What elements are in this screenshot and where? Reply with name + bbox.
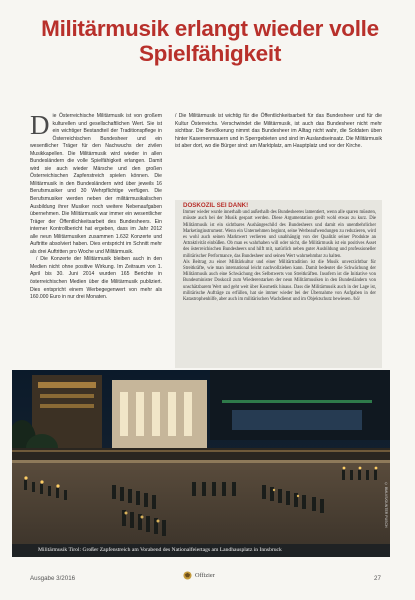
drop-cap: D [30, 110, 50, 140]
article-paragraph: / Die Militärmusik ist wichtig für die Öffentlichkeitsarbeit für das Bundesheer und für die Kultur Österreichs. Verschwindet die Militärmusik, ist auch das Bundesheer nicht mehr sichtbar. Die Bevölkerung nimmt das Bundesheer im Alltag nicht wahr, die Soldaten üben hinter Kasernenmauern und in Sperrgebieten und sind im Auslandseinsatz. Die Militärmusik ist aber dort, wo die Bürger sind: am Marktplatz, am Hauptplatz und vor der Kirche. [175, 113, 382, 150]
parade-photo-illustration [12, 370, 390, 557]
sidebar-title: DOSKOZIL SEI DANK! [183, 202, 249, 209]
sidebar-paragraph: Als Beitrag zu einer Militärkultur und einer Militärtradition ist die Musik unverzichtbar für Streitkräfte, wie man international leicht nachvollziehen kann. Damit bedeutet die Schwächung der Militärmusik auch eine Schwächung des Selbstwerts von Streitkräften. Insofern ist die Initiative von Bundesminister Doskozil zum Wiedererstarken der neun Militärmusiken in den Bundesländern von unschätzbarem Wert und geht weit über Kosmetik hinaus. Dass die Militärmusik auch in der Lage ist, militärische Aufträge zu erfüllen, hat sie immer wieder bei der Übernahme von Aufgaben in der Katastrophenhilfe, aber auch im militärischen Wachdienst und im Objektschutz bewiesen. /hö/ [183, 259, 376, 303]
article-right-column [175, 113, 382, 151]
eagle-crest-icon [183, 571, 192, 580]
page-number: 27 [374, 575, 381, 582]
photo-caption: Militärmusik Tirol: Großer Zapfenstreich am Vorabend des Nationalfeiertags am Landhausplatz in Innsbruck [12, 544, 390, 557]
article-photo [12, 370, 390, 557]
article-paragraph: / Die Konzerte der Militärmusik bleiben auch in den Medien nicht ohne positive Wirkung. Im Zeitraum von 1. April bis 30. Juni 2014 wurden 165 Berichte in österreichischen Medien über die Militärmusik publiziert. Dies entspricht einem Werbegegenwert von mehr als 160.000 Euro in nur drei Monaten. [30, 256, 162, 301]
sidebar-box [175, 200, 382, 368]
sidebar-paragraph: Immer wieder wurde innerhalb und außerhalb des Bundesheeres lamentiert, wenn alle sparen müssten, müsste auch bei der Musik gespart werden. Diese Argumentation greift wohl etwas zu kurz. Die Militärmusik ist ein sichtbares Aushängeschild des Bundesheers und damit ein unentbehrlicher Marketinginstrument. Wenn ein Unternehmen beginnt, seine Werbeaufwendungen zu reduzieren, wird es wohl auch seinen Marktwert verlieren und unabhängig von der Qualität seiner Produkte an Attraktivität einbüßen. Ob man es wahrhaben will oder nicht, die Militärmusik ist ein positives Asset des österreichischen Bundesheers und hilft mit, natürlich neben guter Ausbildung und professioneller militärischer Performance, das Bundesheer und seinen Wert wahrnehmbar zu halten. [183, 210, 376, 259]
article-headline: Militärmusik erlangt wieder volle Spielfähigkeit [41, 16, 379, 66]
photo-credit: © BMLVS/GUNTER PUSCH [384, 482, 388, 528]
article-left-column [30, 110, 162, 302]
issue-label: Ausgabe 3/2016 [30, 575, 76, 582]
publication-logo [183, 571, 215, 580]
article-paragraph: ie Österreichische Militärmusik ist von großem kulturellen und gesellschaftlichen Wert. Sie ist ein wichtiger Bestandteil der Traditionspflege in Österreichischen Bundesheer und ein wesentlicher Träger für den Nachwuchs der zivilen Musikkapellen. Die Militärmusik wird wieder in allen Bundesländern die volle Spielfähigkeit erlangen. Damit wird sie auch wieder Märsche und den großen Österreichischen Zapfenstreich spielen können. Die Militärmusik in den Bundesländern wird über jeweils 16 Berufsmusiker und 30 Wehrpflichtige verfügen. Die Berufsmusiker werden neben der militärmusikalischen Ausbildung ihrer Musiker noch weitere Nebenaufgaben übernehmen. Die Militärmusik war immer ein wesentlicher Träger der Öffentlichkeitsarbeit des Bundesheers. Ein interner Kontrollbericht hat ergeben, dass im Jahr 2012 alle neun Militärmusiken zusammen 1.632 Konzerte und Auftritte absolviert haben. Dies entspricht im Schnitt mehr als drei Auftritten pro Woche und Militärmusik. [30, 113, 162, 255]
publication-name: Offizier [195, 572, 215, 579]
